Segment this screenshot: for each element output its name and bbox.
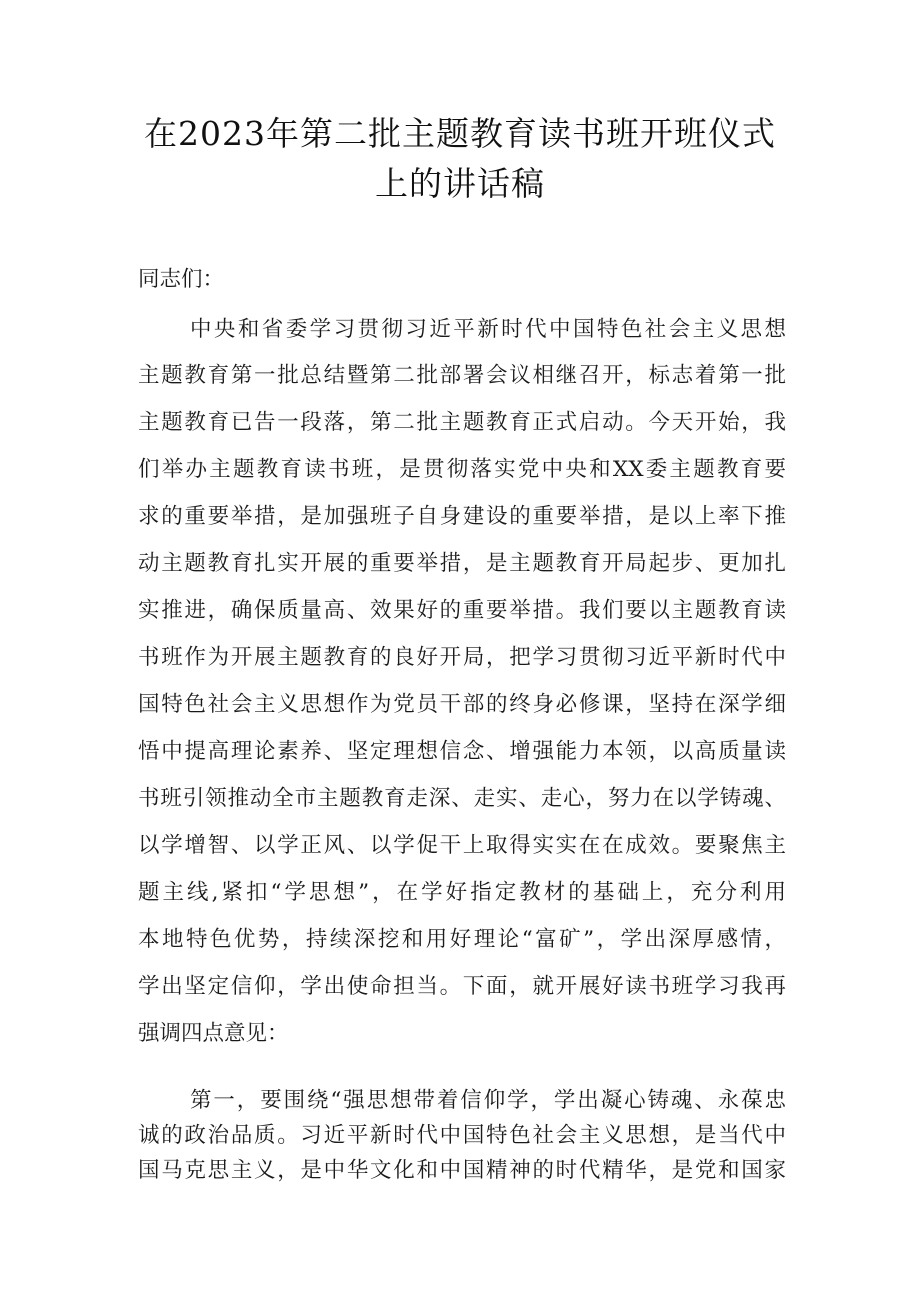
paragraph-line: 主题教育已告一段落，第二批主题教育正式启动。今天开始，我 — [138, 410, 786, 435]
paragraph-line: 强调四点意见： — [138, 1021, 289, 1046]
paragraph-line: 书班作为开展主题教育的良好开局，把学习贯彻习近平新时代中 — [138, 645, 786, 670]
paragraph-line: 实推进，确保质量高、效果好的重要举措。我们要以主题教育读 — [138, 598, 786, 623]
paragraph-line: 题主线,紧扣“学思想”，在学好指定教材的基础上，充分利用 — [138, 880, 786, 905]
paragraph-line: 国马克思主义，是中华文化和中国精神的时代精华，是党和国家 — [138, 1158, 786, 1183]
document-title-line-1: 在2023年第二批主题教育读书班开班仪式 — [144, 114, 776, 153]
paragraph-line: 中央和省委学习贯彻习近平新时代中国特色社会主义思想 — [190, 317, 786, 342]
salutation: 同志们： — [138, 267, 225, 292]
paragraph-line: 国特色社会主义思想作为党员干部的终身必修课，坚持在深学细 — [138, 692, 786, 717]
paragraph-line: 本地特色优势，持续深挖和用好理论“富矿”，学出深厚感情， — [138, 927, 786, 952]
paragraph-line: 悟中提高理论素养、坚定理想信念、增强能力本领，以高质量读 — [138, 739, 786, 764]
paragraph-line: 求的重要举措，是加强班子自身建设的重要举措，是以上率下推 — [138, 504, 786, 529]
paragraph-line: 们举办主题教育读书班，是贯彻落实党中央和XX委主题教育要 — [138, 457, 786, 482]
paragraph-line: 诚的政治品质。习近平新时代中国特色社会主义思想，是当代中 — [138, 1123, 786, 1148]
paragraph-line: 第一，要围绕“强思想带着信仰学，学出凝心铸魂、永葆忠 — [190, 1088, 786, 1113]
document-title-line-2: 上的讲话稿 — [375, 164, 545, 203]
paragraph-line: 动主题教育扎实开展的重要举措，是主题教育开局起步、更加扎 — [138, 551, 786, 576]
paragraph-line: 以学增智、以学正风、以学促干上取得实实在在成效。要聚焦主 — [138, 833, 786, 858]
paragraph-line: 学出坚定信仰，学出使命担当。下面，就开展好读书班学习我再 — [138, 974, 786, 999]
paragraph-line: 书班引领推动全市主题教育走深、走实、走心，努力在以学铸魂、 — [138, 786, 786, 811]
paragraph-line: 主题教育第一批总结暨第二批部署会议相继召开，标志着第一批 — [138, 363, 786, 388]
